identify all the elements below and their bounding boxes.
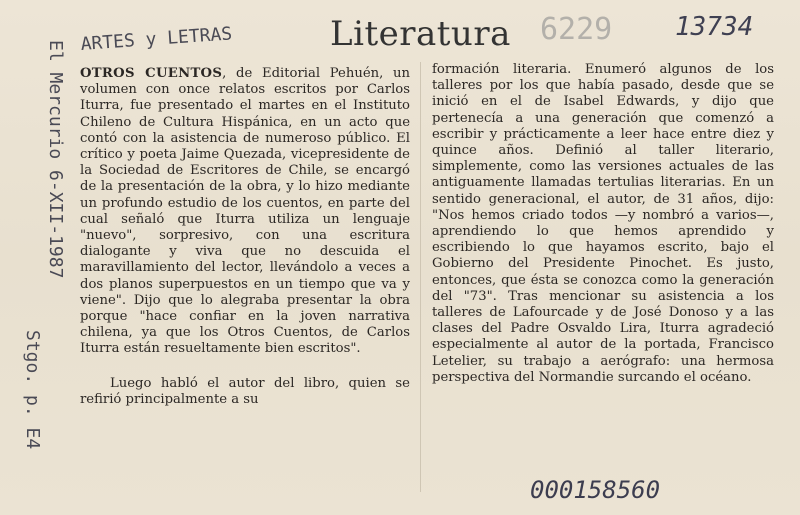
article-paragraph-1-body: , de Editorial Pehuén, un volumen con once relatos escritos por Carlos Iturra, fue presentado el martes en el Instituto Chileno de Cultura Hispánica, en un acto que contó con la asistencia de numeroso público. El crítico y poeta Jaime Quezada, vicepresidente de la Sociedad de Escritores de Chile, se encargó de la presentación de la obra, y lo hizo mediante un profundo estudio de los cuentos, en parte del cual señaló que Iturra utiliza un lenguaje "nuevo", sorpresivo, con una escritura dialogante y viva que no descuida el maravillamiento del lector, llevándolo a veces a dos planos superpuestos en un tiempo que va y viene". Dijo que lo alegraba presentar la obra porque "hace confiar en la joven narrativa chilena, ya que los Otros Cuentos, de Carlos Iturra están resueltamente bien escritos". <box>80 66 410 357</box>
column-divider <box>420 62 421 492</box>
handwritten-section-note: ARTES y LETRAS <box>80 23 233 55</box>
article-left-column <box>80 66 410 408</box>
faint-catalog-number: 6229 <box>540 12 613 47</box>
article-paragraph-2: Luego habló el autor del libro, quien se refirió principalmente a su <box>80 375 410 407</box>
handwritten-page-note: Stgo. p. E4 <box>22 330 43 450</box>
article-right-column <box>432 62 774 386</box>
section-title: Literatura <box>330 14 511 54</box>
handwritten-source-note: El Mercurio 6-XII-1987 <box>45 40 66 279</box>
archive-stamp-number: 000158560 <box>530 476 661 504</box>
handwritten-catalog-number: 13734 <box>675 12 754 42</box>
article-paragraph-1 <box>80 66 410 358</box>
article-lead-in: OTROS CUENTOS <box>80 66 223 81</box>
article-right-text: formación literaria. Enumeró algunos de los talleres por los que había pasado, desde que se inició en el de Isabel Edwards, y dijo que pertenecía a una generación que comenzó a escribir y prácticamente a leer hace entre diez y quince años. Definió al taller literario, simplemente, como las versiones actuales de las antiguamente llamadas tertulias literarias. En un sentido generacional, el autor, de 31 años, dijo: "Nos hemos criado todos —y nombró a varios—, aprendiendo lo que hemos aprendido y escribiendo lo que hayamos escrito, bajo el Gobierno del Presidente Pinochet. Es justo, entonces, que ésta se conozca como la generación del "73". Tras mencionar su asistencia a los talleres de Lafourcade y de José Donoso y a las clases del Padre Osvaldo Lira, Iturra agradeció especialmente al autor de la portada, Francisco Letelier, su trabajo a aerógrafo: una hermosa perspectiva del Normandie surcando el océano. <box>432 62 774 385</box>
